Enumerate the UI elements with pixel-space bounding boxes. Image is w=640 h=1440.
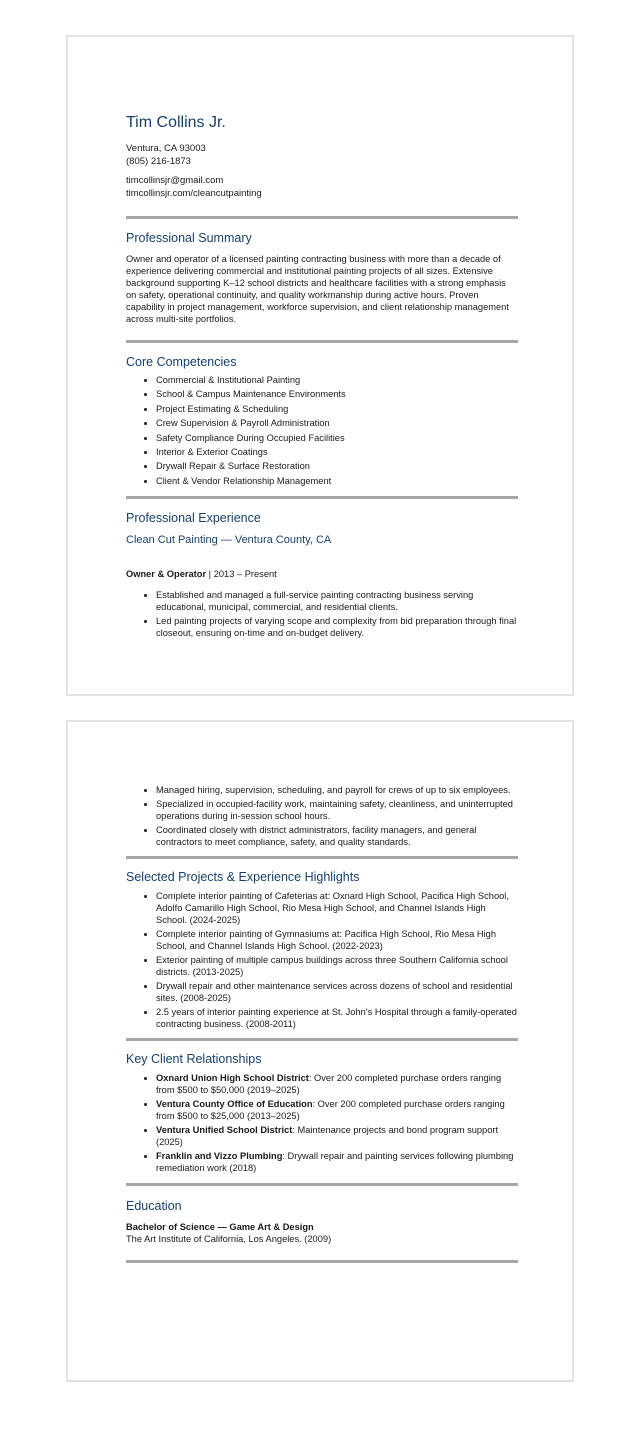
list-item: • Client & Vendor Relationship Management	[156, 474, 518, 488]
list-item: • Commercial & Institutional Painting	[156, 373, 518, 387]
competencies-heading: Core Competencies	[126, 355, 237, 369]
email: timcollinsjr@gmail.com	[126, 175, 224, 186]
client-detail: : Over 200 completed purchase orders ranging from $500 to $50,000 (2019–2025)	[156, 1073, 502, 1095]
education-heading: Education	[126, 1199, 182, 1213]
list-item: • Drywall repair and other maintenance services across dozens of school and residential sites. (2008-2025)	[156, 980, 518, 1004]
role-title: Owner & Operator	[126, 569, 207, 580]
role-dates: 2013 – Present	[213, 569, 277, 580]
list-item: • Crew Supervision & Payroll Administration	[156, 416, 518, 430]
list-item: • Established and managed a full-service painting contracting business serving educational, municipal, commercial, and residential clients.	[156, 589, 518, 613]
section-divider	[126, 340, 518, 343]
location: Ventura, CA 93003	[126, 143, 206, 154]
list-item: • Interior & Exterior Coatings	[156, 445, 518, 459]
page-2-content	[126, 784, 518, 1263]
client-detail: : Over 200 completed purchase orders ranging from $500 to $25,000 (2013–2025)	[156, 1099, 505, 1121]
summary-heading: Professional Summary	[126, 231, 252, 245]
page-1-content	[126, 113, 518, 639]
client-detail: : Maintenance projects and bond program support (2025)	[156, 1125, 499, 1147]
section-divider	[126, 1260, 518, 1263]
role-separator: |	[208, 569, 212, 580]
role-line	[126, 568, 518, 580]
list-item	[156, 1072, 518, 1096]
resume-page-2	[66, 720, 574, 1382]
client-name: Ventura Unified School District	[156, 1125, 293, 1135]
list-item: • Complete interior painting of Gymnasiums at: Pacifica High School, Rio Mesa High School, and Channel Islands High School. (2022-2023)	[156, 928, 518, 952]
competencies-list	[126, 373, 518, 488]
education-degree: Bachelor of Science — Game Art & Design	[126, 1222, 314, 1232]
phone: (805) 216-1873	[126, 155, 191, 167]
client-name: Franklin and Vizzo Plumbing	[156, 1151, 283, 1161]
list-item: • Exterior painting of multiple campus buildings across three Southern California school districts. (2013-2025)	[156, 954, 518, 978]
clients-heading: Key Client Relationships	[126, 1052, 262, 1066]
company-line: Clean Cut Painting — Ventura County, CA	[126, 534, 332, 547]
projects-heading: Selected Projects & Experience Highlights	[126, 870, 360, 884]
experience-bullets-continued	[126, 784, 518, 848]
list-item	[156, 1124, 518, 1148]
list-item: • Specialized in occupied-facility work, maintaining safety, cleanliness, and uninterrupted operations during in-session school hours.	[156, 798, 518, 822]
list-item	[156, 1098, 518, 1122]
list-item: • Coordinated closely with district administrators, facility managers, and general contractors to meet compliance, safety, and quality standards.	[156, 824, 518, 848]
list-item: • Safety Compliance During Occupied Facilities	[156, 431, 518, 445]
client-name: Oxnard Union High School District	[156, 1073, 309, 1083]
section-divider	[126, 856, 518, 859]
client-detail: : Drywall repair and painting services following plumbing remediation work (2018)	[156, 1151, 514, 1173]
list-item: • Managed hiring, supervision, scheduling, and payroll for crews of up to six employees.	[156, 784, 518, 796]
section-divider	[126, 1183, 518, 1186]
section-divider	[126, 216, 518, 219]
website: timcollinsjr.com/cleancutpainting	[126, 187, 262, 199]
summary-text: Owner and operator of a licensed painting contracting business with more than a decade of experience delivering commercial and institutional painting projects of all sizes. Extensive background supporting K–12 school districts and healthcare facilities with a strong emphasis on safety, operational continuity, and quality workmanship during active hours. Proven capability in project management, workforce supervision, and client relationship management across multi-site portfolios.	[126, 254, 509, 324]
education-school: The Art Institute of California, Los Angeles. (2009)	[126, 1234, 332, 1244]
list-item: • School & Campus Maintenance Environments	[156, 387, 518, 401]
section-divider	[126, 1038, 518, 1041]
section-divider	[126, 496, 518, 499]
experience-heading: Professional Experience	[126, 511, 261, 526]
list-item: • Complete interior painting of Cafeterias at: Oxnard High School, Pacifica High School, Adolfo Camarillo High School, Rio Mesa High School, and Channel Islands High School. (2024-2025)	[156, 890, 518, 926]
list-item: • Project Estimating & Scheduling	[156, 402, 518, 416]
list-item: • Drywall Repair & Surface Restoration	[156, 459, 518, 473]
projects-list	[126, 890, 518, 1030]
resume-page-1	[66, 35, 574, 696]
list-item: • Led painting projects of varying scope and complexity from bid preparation through final closeout, ensuring on-time and on-budget delivery.	[156, 615, 518, 639]
clients-list	[126, 1072, 518, 1174]
list-item: • 2.5 years of interior painting experience at St. John's Hospital through a family-operated contracting business. (2008-2011)	[156, 1006, 518, 1030]
candidate-name: Tim Collins Jr.	[126, 114, 226, 131]
client-name: Ventura County Office of Education	[156, 1099, 313, 1109]
list-item	[156, 1150, 518, 1174]
experience-bullets	[126, 589, 518, 639]
